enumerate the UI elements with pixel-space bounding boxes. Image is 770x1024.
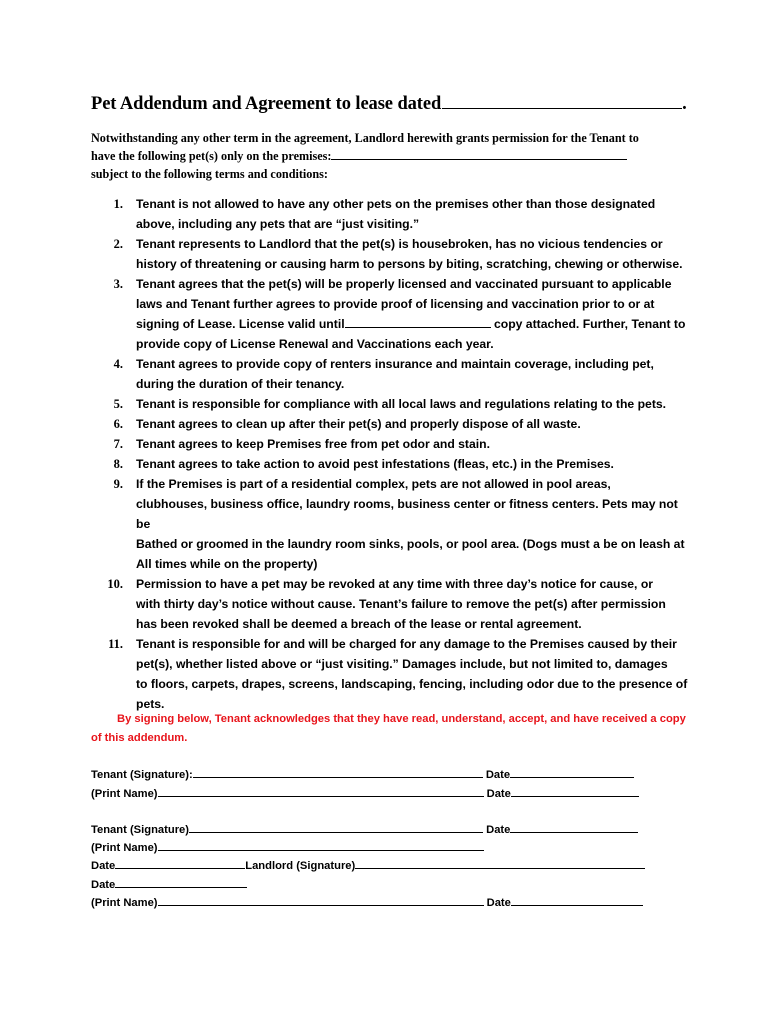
term-number: 10. bbox=[107, 577, 123, 591]
tenant2-print-row bbox=[91, 839, 484, 854]
term-line: Tenant agrees to keep Premises free from pet odor and stain. bbox=[136, 437, 490, 451]
license-valid-until-blank[interactable] bbox=[345, 316, 491, 328]
tenant-signature-label: Tenant (Signature) bbox=[91, 824, 189, 836]
term-line: pet(s), whether listed above or “just visiting.” Damages include, but not limited to, damages bbox=[136, 657, 668, 671]
print-name-label: (Print Name) bbox=[91, 897, 158, 909]
term-number: 4. bbox=[113, 357, 123, 371]
term-line: Tenant is responsible for compliance with all local laws and regulations relating to the pets. bbox=[136, 397, 667, 411]
tenant-signature-label: Tenant (Signature): bbox=[91, 769, 193, 781]
term-number: 7. bbox=[113, 437, 123, 451]
term-item bbox=[91, 394, 691, 414]
term-line: Bathed or groomed in the laundry room sinks, pools, or pool area. (Dogs must a be on leash at bbox=[136, 537, 685, 551]
term-line: Tenant agrees to take action to avoid pest infestations (fleas, etc.) in the Premises. bbox=[136, 457, 614, 471]
tenant1-print-row bbox=[91, 785, 639, 800]
term-number: 8. bbox=[113, 457, 123, 471]
tenant1-date-field[interactable] bbox=[510, 766, 634, 778]
term-item bbox=[91, 434, 691, 454]
intro-line-2-text: have the following pet(s) only on the premises: bbox=[91, 149, 332, 163]
notice-line-1: By signing below, Tenant acknowledges that they have read, understand, accept, and have received a copy bbox=[117, 713, 686, 725]
term-line: Tenant is responsible for and will be charged for any damage to the Premises caused by their bbox=[136, 637, 677, 651]
intro-line-1: Notwithstanding any other term in the agreement, Landlord herewith grants permission for the Tenant to bbox=[91, 131, 639, 145]
term-line: Tenant agrees to clean up after their pet(s) and properly dispose of all waste. bbox=[136, 417, 581, 431]
term-line bbox=[136, 314, 691, 334]
term-item bbox=[91, 474, 691, 574]
term-line: Tenant represents to Landlord that the pet(s) is housebroken, has no vicious tendencies or bbox=[136, 237, 663, 251]
landlord-signature-row bbox=[91, 857, 645, 872]
term-line: clubhouses, business office, laundry rooms, business center or fitness centers. Pets may not be bbox=[136, 497, 678, 531]
intro-paragraph bbox=[91, 129, 691, 183]
document-title bbox=[91, 92, 687, 115]
term-line: has been revoked shall be deemed a breach of the lease or rental agreement. bbox=[136, 617, 582, 631]
term-number: 9. bbox=[113, 477, 123, 491]
term-line: provide copy of License Renewal and Vaccinations each year. bbox=[136, 337, 494, 351]
tenant1-print-name-field[interactable] bbox=[158, 785, 484, 797]
tenant2-signature-row bbox=[91, 821, 638, 836]
date-label: Date bbox=[486, 788, 511, 800]
lease-date-blank[interactable] bbox=[442, 92, 682, 109]
term-item bbox=[91, 274, 691, 354]
license-label: signing of Lease. License valid until bbox=[136, 317, 345, 331]
term-line: Tenant is not allowed to have any other pets on the premises other than those designated bbox=[136, 197, 656, 211]
landlord-signature-field[interactable] bbox=[355, 857, 645, 869]
date-label: Date bbox=[486, 824, 511, 836]
print-name-label: (Print Name) bbox=[91, 788, 158, 800]
term-item bbox=[91, 234, 691, 274]
acknowledgement-notice bbox=[91, 710, 691, 748]
print-name-label: (Print Name) bbox=[91, 842, 158, 854]
license-suffix: copy attached. Further, Tenant to bbox=[490, 317, 686, 331]
landlord-print-row bbox=[91, 894, 643, 909]
landlord-date-field[interactable] bbox=[115, 876, 247, 888]
tenant1-signature-row bbox=[91, 766, 634, 781]
pets-blank[interactable] bbox=[331, 148, 627, 160]
term-number: 6. bbox=[113, 417, 123, 431]
tenant2-date-field[interactable] bbox=[510, 821, 638, 833]
title-text: Pet Addendum and Agreement to lease dated bbox=[91, 94, 442, 114]
term-number: 1. bbox=[113, 197, 123, 211]
term-line: All times while on the property) bbox=[136, 557, 318, 571]
term-line: history of threatening or causing harm to persons by biting, scratching, chewing or otherwise. bbox=[136, 257, 683, 271]
tenant1-signature-field[interactable] bbox=[193, 766, 483, 778]
term-item bbox=[91, 454, 691, 474]
date-label: Date bbox=[91, 879, 116, 891]
term-item bbox=[91, 574, 691, 634]
term-number: 5. bbox=[113, 397, 123, 411]
term-item bbox=[91, 354, 691, 394]
intro-line-2 bbox=[91, 147, 691, 165]
term-line: If the Premises is part of a residential complex, pets are not allowed in pool areas, bbox=[136, 477, 611, 491]
landlord-print-name-field[interactable] bbox=[158, 894, 484, 906]
intro-line-3: subject to the following terms and conditions: bbox=[91, 167, 328, 181]
term-number: 3. bbox=[113, 277, 123, 291]
term-line: to floors, carpets, drapes, screens, landscaping, fencing, including odor due to the presence of bbox=[136, 677, 688, 691]
term-number: 11. bbox=[108, 637, 123, 651]
term-item bbox=[91, 634, 691, 714]
term-number: 2. bbox=[113, 237, 123, 251]
term-line: with thirty day’s notice without cause. Tenant’s failure to remove the pet(s) after permission bbox=[136, 597, 666, 611]
notice-line-2: of this addendum. bbox=[91, 732, 188, 744]
title-period: . bbox=[682, 94, 687, 114]
tenant1-print-date-field[interactable] bbox=[511, 785, 639, 797]
date-label: Date bbox=[91, 860, 116, 872]
term-line: Tenant agrees to provide copy of renters insurance and maintain coverage, including pet, bbox=[136, 357, 654, 371]
tenant2-signature-field[interactable] bbox=[189, 821, 483, 833]
term-line: above, including any pets that are “just visiting.” bbox=[136, 217, 420, 231]
landlord-signature-label: Landlord (Signature) bbox=[245, 860, 356, 872]
landlord-date-row bbox=[91, 876, 247, 891]
date-label: Date bbox=[486, 897, 511, 909]
term-line: Tenant agrees that the pet(s) will be properly licensed and vaccinated pursuant to applicable bbox=[136, 277, 672, 291]
term-line: during the duration of their tenancy. bbox=[136, 377, 345, 391]
term-line: pets. bbox=[136, 697, 165, 711]
terms-list bbox=[91, 194, 691, 714]
date-label: Date bbox=[485, 769, 511, 781]
landlord-print-date-field[interactable] bbox=[511, 894, 643, 906]
term-item bbox=[91, 414, 691, 434]
tenant2-date-field[interactable] bbox=[115, 857, 245, 869]
term-item bbox=[91, 194, 691, 234]
term-line: Permission to have a pet may be revoked at any time with three day’s notice for cause, or bbox=[136, 577, 654, 591]
tenant2-print-name-field[interactable] bbox=[158, 839, 484, 851]
term-line: laws and Tenant further agrees to provide proof of licensing and vaccination prior to or at bbox=[136, 297, 655, 311]
